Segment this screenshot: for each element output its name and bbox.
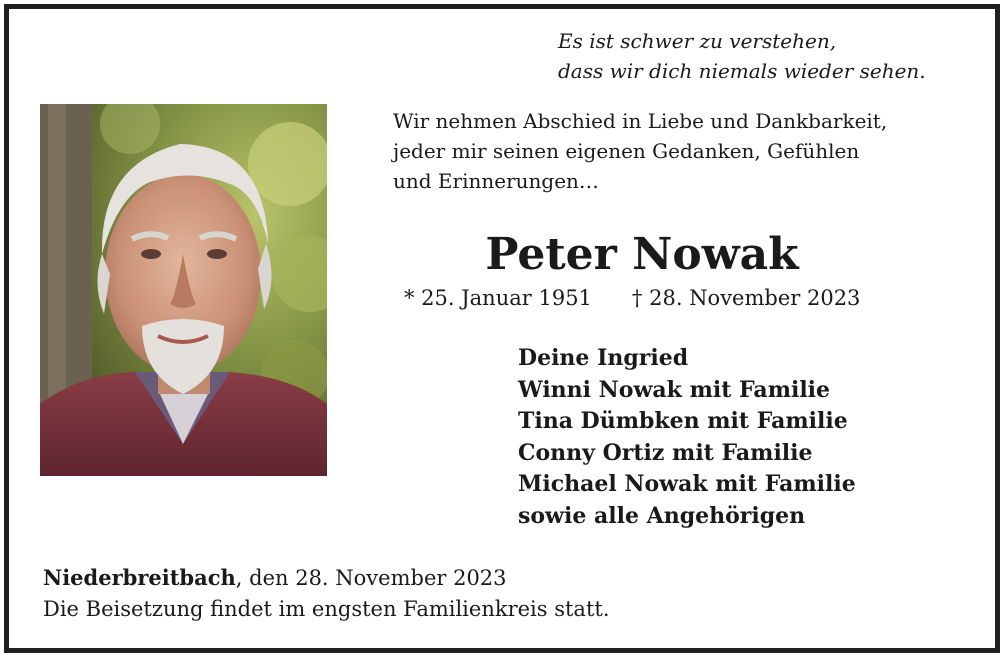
mourner-entry: sowie alle Angehörigen [518,502,806,529]
farewell-line: jeder mir seinen eigenen Gedanken, Gefühlen [393,139,860,163]
birth-date: * 25. Januar 1951 [404,286,592,310]
quote-line: dass wir dich niemals wieder sehen. [558,59,926,83]
memorial-quote [558,26,926,86]
farewell-line: und Erinnerungen… [393,169,599,193]
notice-date: , den 28. November 2023 [235,566,507,590]
footer [43,562,610,625]
farewell-line: Wir nehmen Abschied in Liebe und Dankbarkeit, [393,109,888,133]
mourner-entry: Winni Nowak mit Familie [518,376,831,403]
mourner-entry: Michael Nowak mit Familie [518,471,856,497]
quote-line: Es ist schwer zu verstehen, [558,29,837,53]
burial-note: Die Beisetzung findet im engsten Familienkreis statt. [43,597,610,621]
mourner-entry: Conny Ortiz mit Familie [518,439,813,466]
deceased-name: Peter Nowak [485,229,799,280]
place-date-line [43,562,610,594]
life-dates [404,283,860,313]
mourners-list [518,343,856,532]
death-date: † 28. November 2023 [631,286,861,310]
farewell-text [393,106,887,196]
place-name: Niederbreitbach [43,565,236,590]
portrait-photo [40,104,327,476]
mourner-entry: Tina Dümbken mit Familie [518,408,848,434]
mourner-entry: Deine Ingried [518,345,689,371]
